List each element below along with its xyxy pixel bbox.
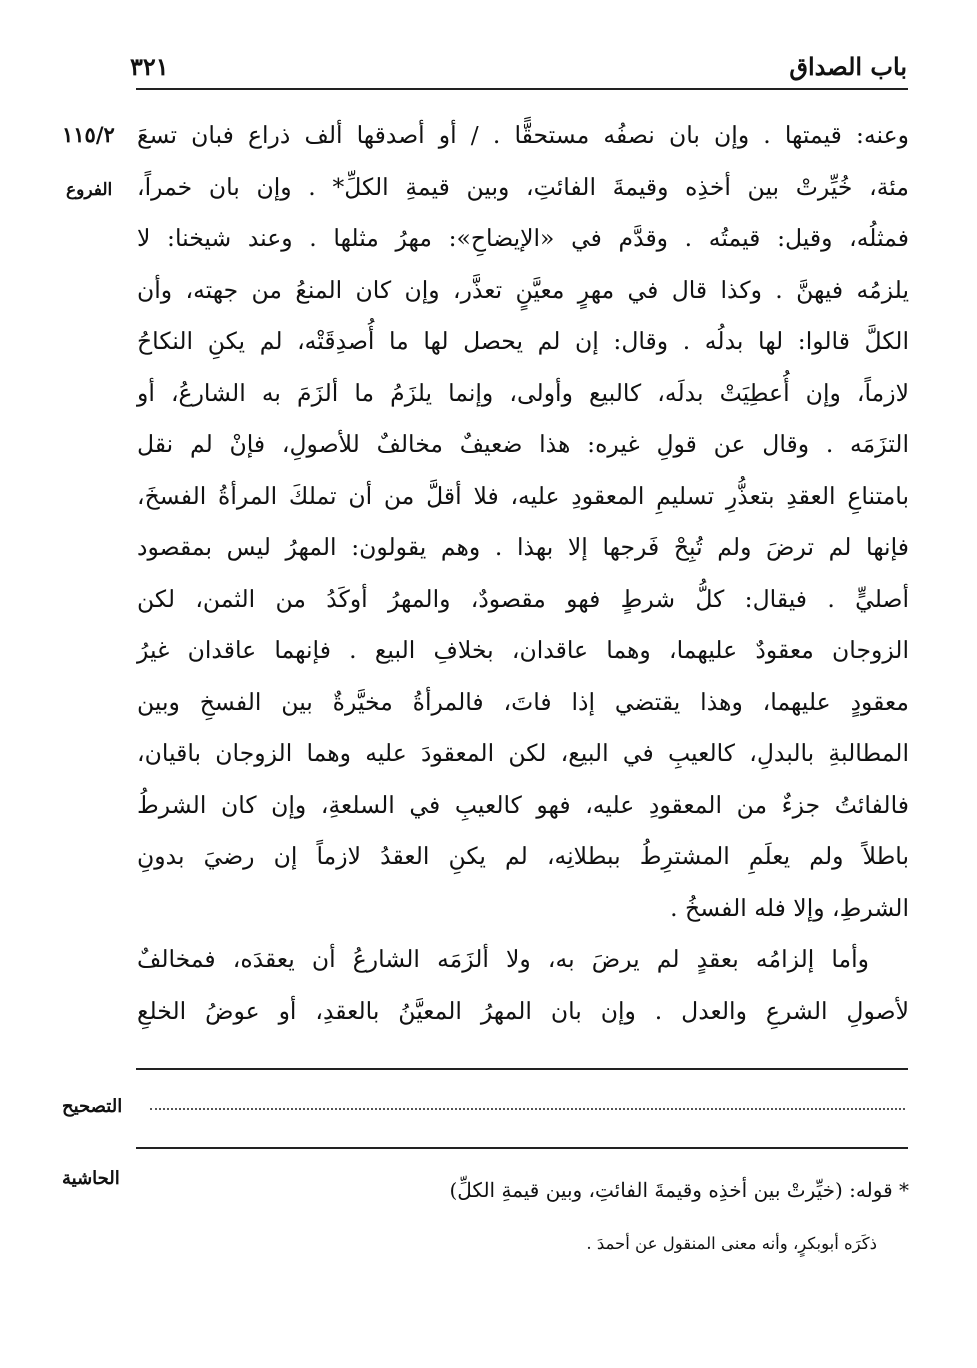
text-line: مئة، خُيِّرتْ بين أخذِه وقيمةَ الفائتِ، وبين قيمةِ الكلِّ* . وإن بان خمراً، [137,172,909,201]
text-line: باطلاً ولم يعلَمِ المشترِطُ ببطلانِه، لم يكنِ العقدُ لازماً إن رضيَ بدونِ [137,842,909,870]
text-line: فمثلُه، وقيل: قيمتُه . وقدَّم في «الإيضاحِ»: مهرُ مثلها . وعند شيخنا: لا [137,224,909,252]
divider-rule [136,1068,908,1070]
footnote-heading: * قوله: (خيِّرتْ بين أخذِه وقيمةَ الفائتِ، وبين قيمةِ الكلِّ) [449,1178,909,1202]
text-line: الشرطِ، وإلا فله الفسخُ . [670,893,909,922]
running-header-title: باب الصداق [789,52,907,81]
text-line: يلزمُه فيهنَّ . وكذا قال في مهرٍ معيَّنٍ تعذَّر، وإن كان المنعُ من جهته، وأن [137,275,909,304]
margin-label-tashih: التصحيح [62,1096,123,1117]
text-line: فالفائتُ جزءٌ من المعقودِ عليه، فهو كالعيبِ في السلعةِ، وإن كان الشرطُ [137,790,909,819]
text-line: معقودٍ عليهما، وهذا يقتضي إذا فاتَ، فالمرأةُ مخيَّرةٌ بين الفسخِ وبين [137,687,909,716]
text-line: الكلَّ قالوا: لها بدلُه . وقال: إن لم يحصل لها ما أُصدِقَتْه، لم يكنِ النكاحُ [137,327,909,355]
text-line: التزَمَه . وقال عن قولِ غيره: هذا ضعيفٌ مخالفٌ للأصولِ، فإنْ لم نقل [137,430,909,458]
text-line: لأصولِ الشرعِ والعدل . وإن بان المهرُ المعيَّنُ بالعقدِ، أو عوضُ الخلعِ [137,996,909,1025]
text-line: وعنه: قيمتها . وإن بان نصفُه مستحقًّا . / أو أصدقها ألف ذراع فبان تسعَ [137,121,909,149]
margin-reference-number: ١١٥/٢ [62,122,115,147]
text-line: المطالبةِ بالبدلِ، كالعيبِ في البيع، لكن المعقودَ عليه وهما الزوجان باقيان، [137,739,909,767]
text-line: أصليٍّ . فيقال: كلُّ شرطٍ فهو مقصودٌ، والمهرُ أوكَدُ من الثمن، لكن [137,584,909,613]
text-line: لازماً، وإن أُعطِيَتْ بدلَه، كالبيع وأولى، وإنما يلزَمُ ما ألزَمَ به الشارعُ، أو [137,378,909,407]
correction-dotted-line [150,1108,905,1110]
footnote-body: ذكَرَه أبوبكرٍ، وأنه معنى المنقول عن أحمدَ . [586,1234,877,1253]
header-rule [136,88,908,90]
margin-label-hashiya: الحاشية [62,1168,120,1189]
text-line: بامتناعِ العقدِ بتعذُّرِ تسليمِ المعقودِ عليه، فلا أقلَّ من أن تملكَ المرأةُ الفسخَ، [137,481,909,510]
text-line: فإنها لم ترضَ ولم تُبِحْ فَرجها إلا بهذا . وهم يقولون: المهرُ ليس بمقصود [137,533,909,561]
text-line: الزوجان معقودٌ عليهما، وهما عاقدان، بخلافِ البيع . فإنهما عاقدان غيرُ [137,636,909,664]
divider-rule [136,1147,908,1149]
page-number: ٣٢١ [130,52,169,81]
text-line: وأما إلزامُه بعقدٍ لم يرضَ به، ولا ألزَمَه الشارعُ أن يعقدَه، فمخالفٌ [137,945,869,973]
main-text-block [137,110,909,1037]
margin-label-furu: الفروع [66,180,113,200]
